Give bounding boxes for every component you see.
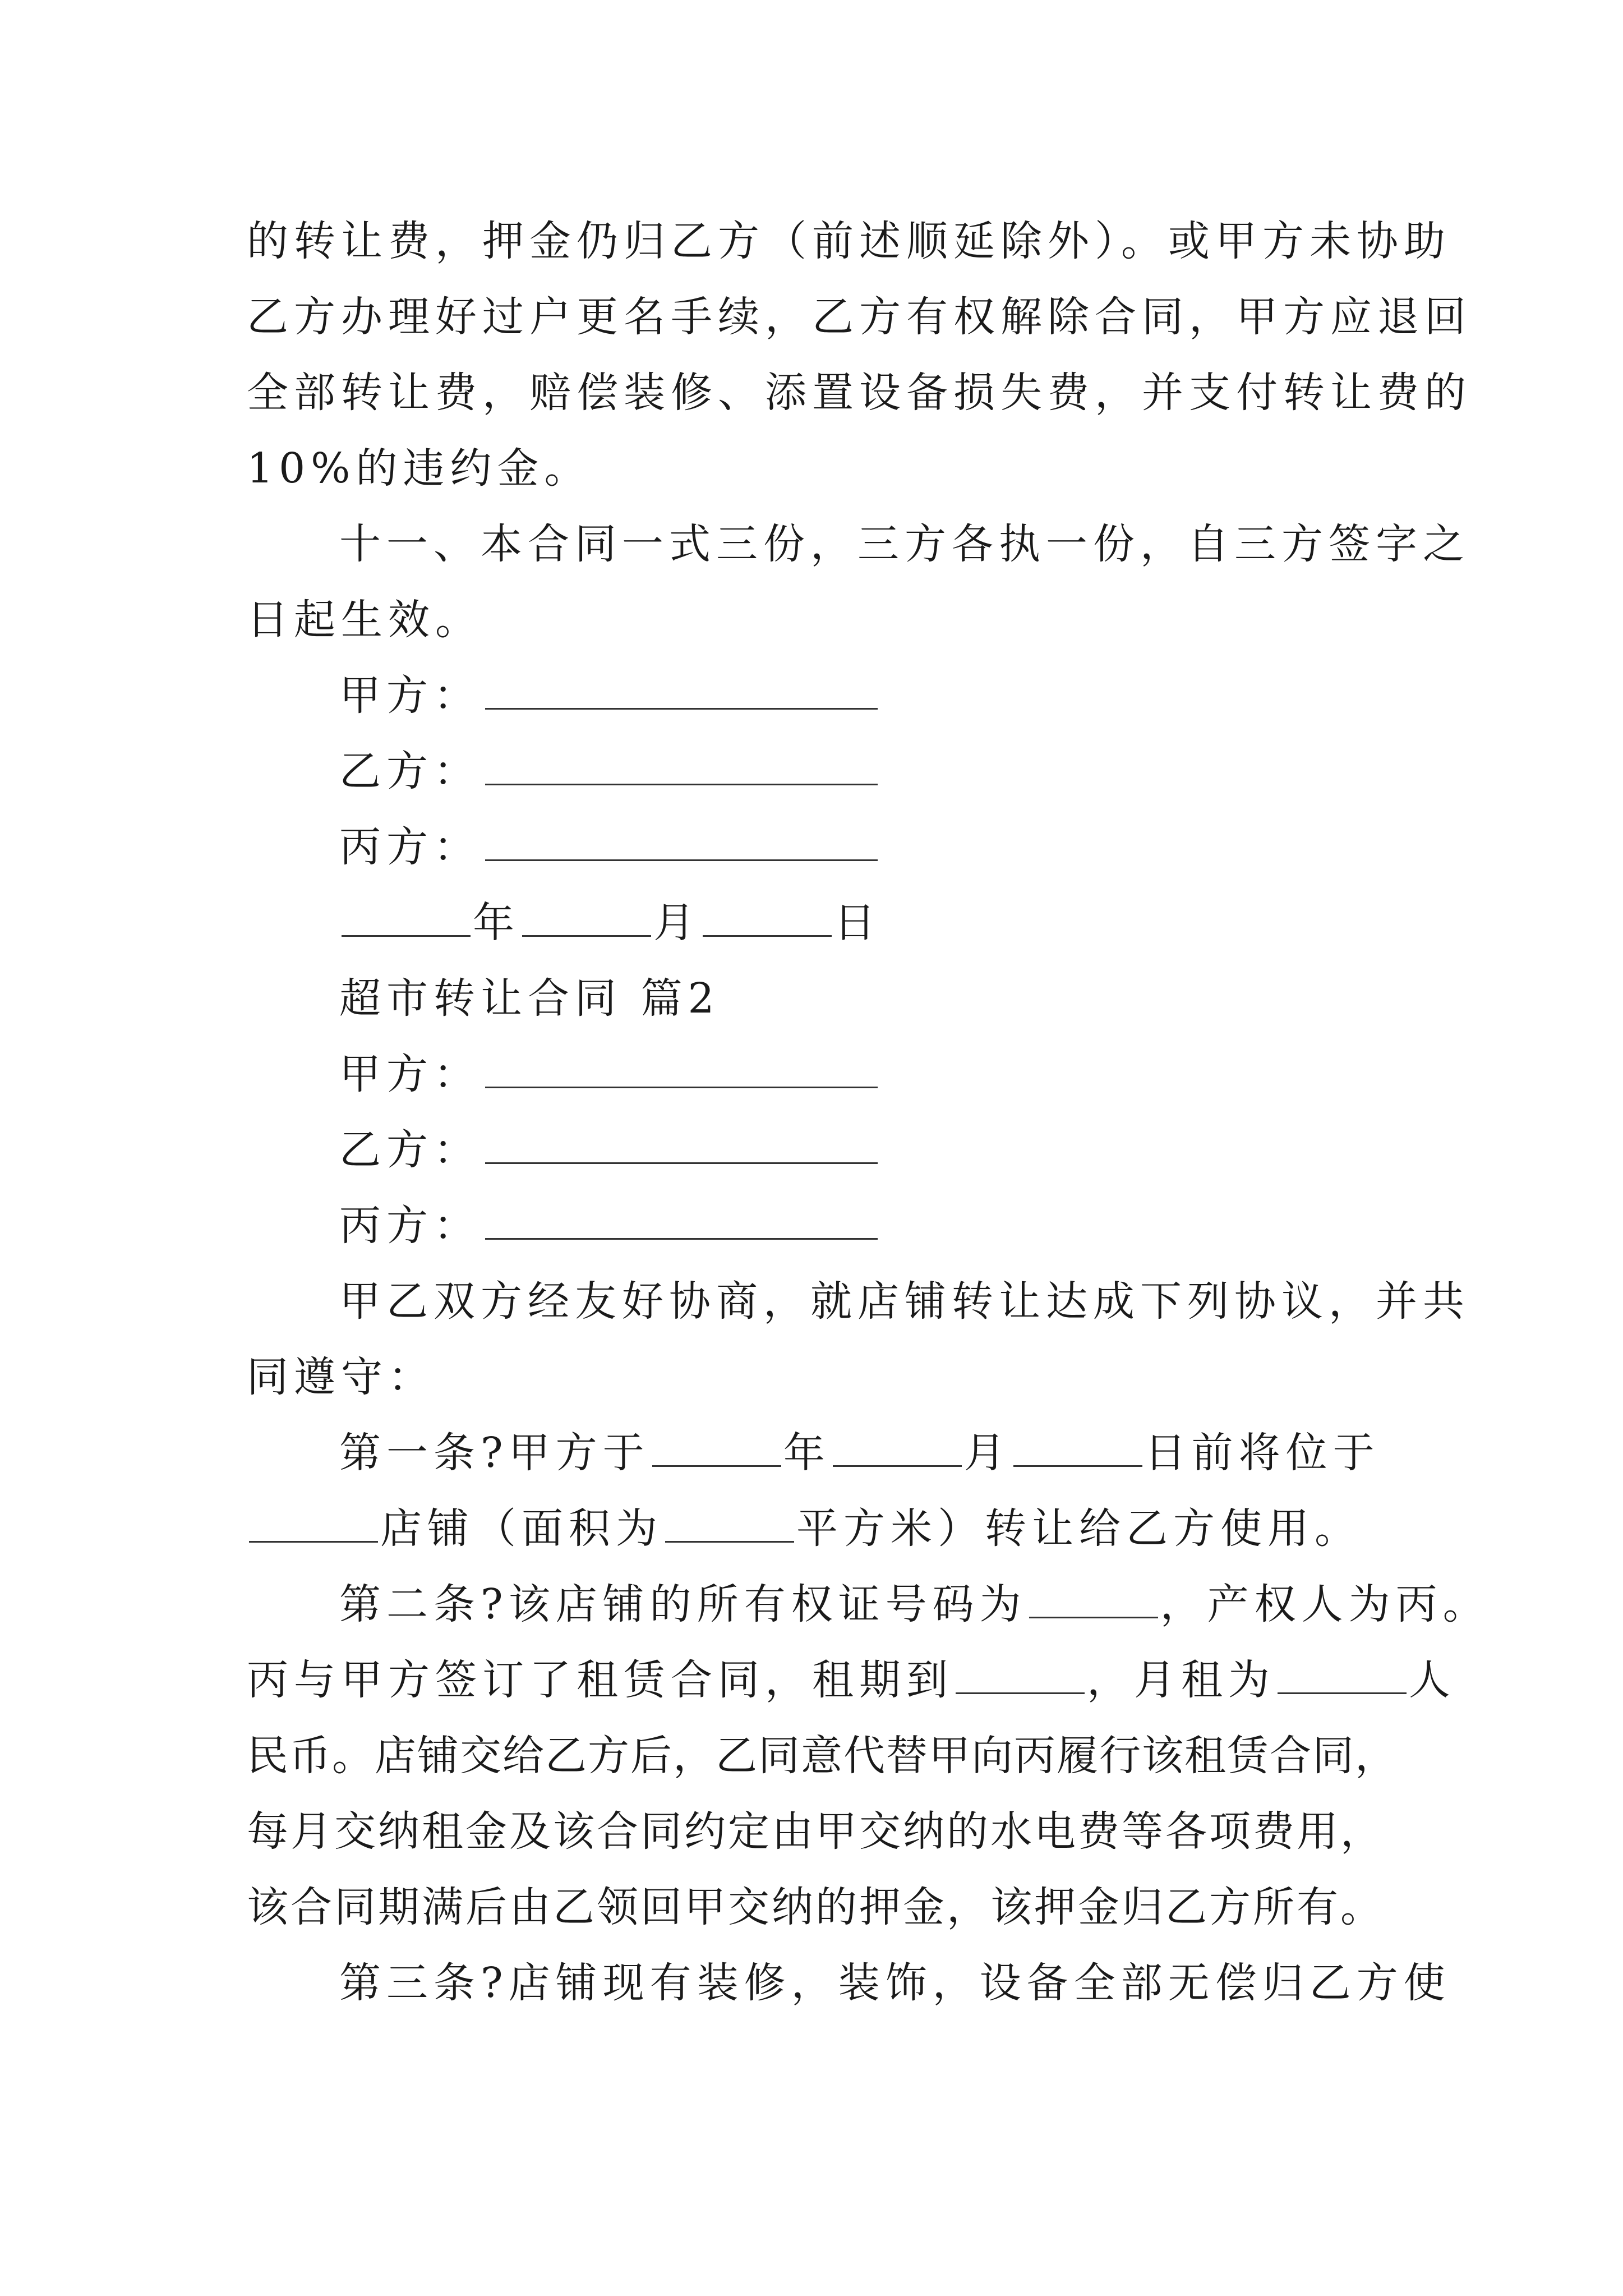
text-segment: ，月租为 — [1087, 1656, 1275, 1704]
date-line — [339, 895, 881, 951]
signature-label: 丙方： — [339, 1202, 481, 1250]
article-2-line-1 — [339, 1576, 1490, 1632]
month-blank — [522, 896, 651, 937]
blank — [1013, 1426, 1142, 1467]
signature-blank — [485, 669, 878, 710]
text-segment: 丙与甲方签订了租赁合同，租期到 — [247, 1656, 953, 1704]
paragraph-line: 10%的违约金。 — [247, 444, 592, 493]
blank — [1278, 1653, 1407, 1694]
signature-label: 丙方： — [339, 823, 481, 871]
signature-label: 甲方： — [339, 671, 481, 720]
day-blank — [703, 896, 832, 937]
paragraph-line: 该合同期满后由乙领回甲交纳的押金，该押金归乙方所有。 — [247, 1883, 1384, 1931]
text-segment: ，产权人为丙。 — [1160, 1580, 1490, 1628]
paragraph-line: 的转让费，押金仍归乙方（前述顺延除外）。或甲方未协助 — [247, 217, 1451, 265]
blank — [956, 1653, 1085, 1694]
paragraph-line: 民币。店铺交给乙方后，乙同意代替甲向丙履行该租赁合同， — [247, 1732, 1398, 1780]
paragraph-line: 每月交纳租金及该合同约定由甲交纳的水电费等各项费用， — [247, 1807, 1384, 1856]
blank — [652, 1426, 781, 1467]
article-2-line-2 — [247, 1652, 1456, 1708]
signature-party-b — [339, 743, 878, 799]
month-label: 月 — [653, 899, 700, 947]
section-title: 超市转让合同 篇2 — [339, 974, 720, 1023]
text-segment: 第二条?该店铺的所有权证号码为 — [339, 1580, 1027, 1628]
signature-party-a — [339, 668, 878, 724]
text-segment: 店铺（面积为 — [380, 1504, 663, 1553]
article-1-line-2 — [247, 1501, 1385, 1557]
text-segment: 人 — [1409, 1656, 1456, 1704]
signature-blank — [485, 1123, 878, 1164]
signature-blank — [485, 820, 878, 861]
signature-party-a — [339, 1046, 878, 1102]
paragraph-line: 乙方办理好过户更名手续，乙方有权解除合同，甲方应退回 — [247, 293, 1472, 341]
paragraph-line: 日起生效。 — [247, 596, 482, 644]
text-segment: 日前将位于 — [1144, 1429, 1380, 1477]
signature-party-b — [339, 1122, 878, 1178]
signature-blank — [485, 744, 878, 785]
blank — [833, 1426, 962, 1467]
blank — [665, 1502, 794, 1543]
blank — [249, 1502, 378, 1543]
paragraph-line: 甲乙双方经友好协商，就店铺转让达成下列协议，并共 — [339, 1277, 1470, 1326]
paragraph-line: 全部转让费，赔偿装修、添置设备损失费，并支付转让费的 — [247, 369, 1472, 417]
signature-blank — [485, 1047, 878, 1088]
paragraph-line: 十一、本合同一式三份，三方各执一份，自三方签字之 — [339, 520, 1470, 568]
article-1-line-1 — [339, 1425, 1478, 1481]
text-segment: 年 — [783, 1429, 831, 1477]
signature-party-c — [339, 1198, 878, 1254]
paragraph-line: 同遵守： — [247, 1353, 435, 1401]
signature-label: 甲方： — [339, 1050, 481, 1098]
signature-blank — [485, 1199, 878, 1240]
day-label: 日 — [834, 899, 881, 947]
signature-label: 乙方： — [339, 747, 481, 795]
blank — [1029, 1577, 1158, 1618]
text-segment: 第一条?甲方于 — [339, 1429, 650, 1477]
year-label: 年 — [473, 899, 520, 947]
text-segment: 平方米）转让给乙方使用。 — [796, 1504, 1362, 1553]
text-segment: 月 — [963, 1429, 1011, 1477]
paragraph-line: 第三条?店铺现有装修，装饰，设备全部无偿归乙方使 — [339, 1959, 1451, 2007]
signature-label: 乙方： — [339, 1126, 481, 1174]
year-blank — [342, 896, 471, 937]
signature-party-c — [339, 819, 878, 875]
